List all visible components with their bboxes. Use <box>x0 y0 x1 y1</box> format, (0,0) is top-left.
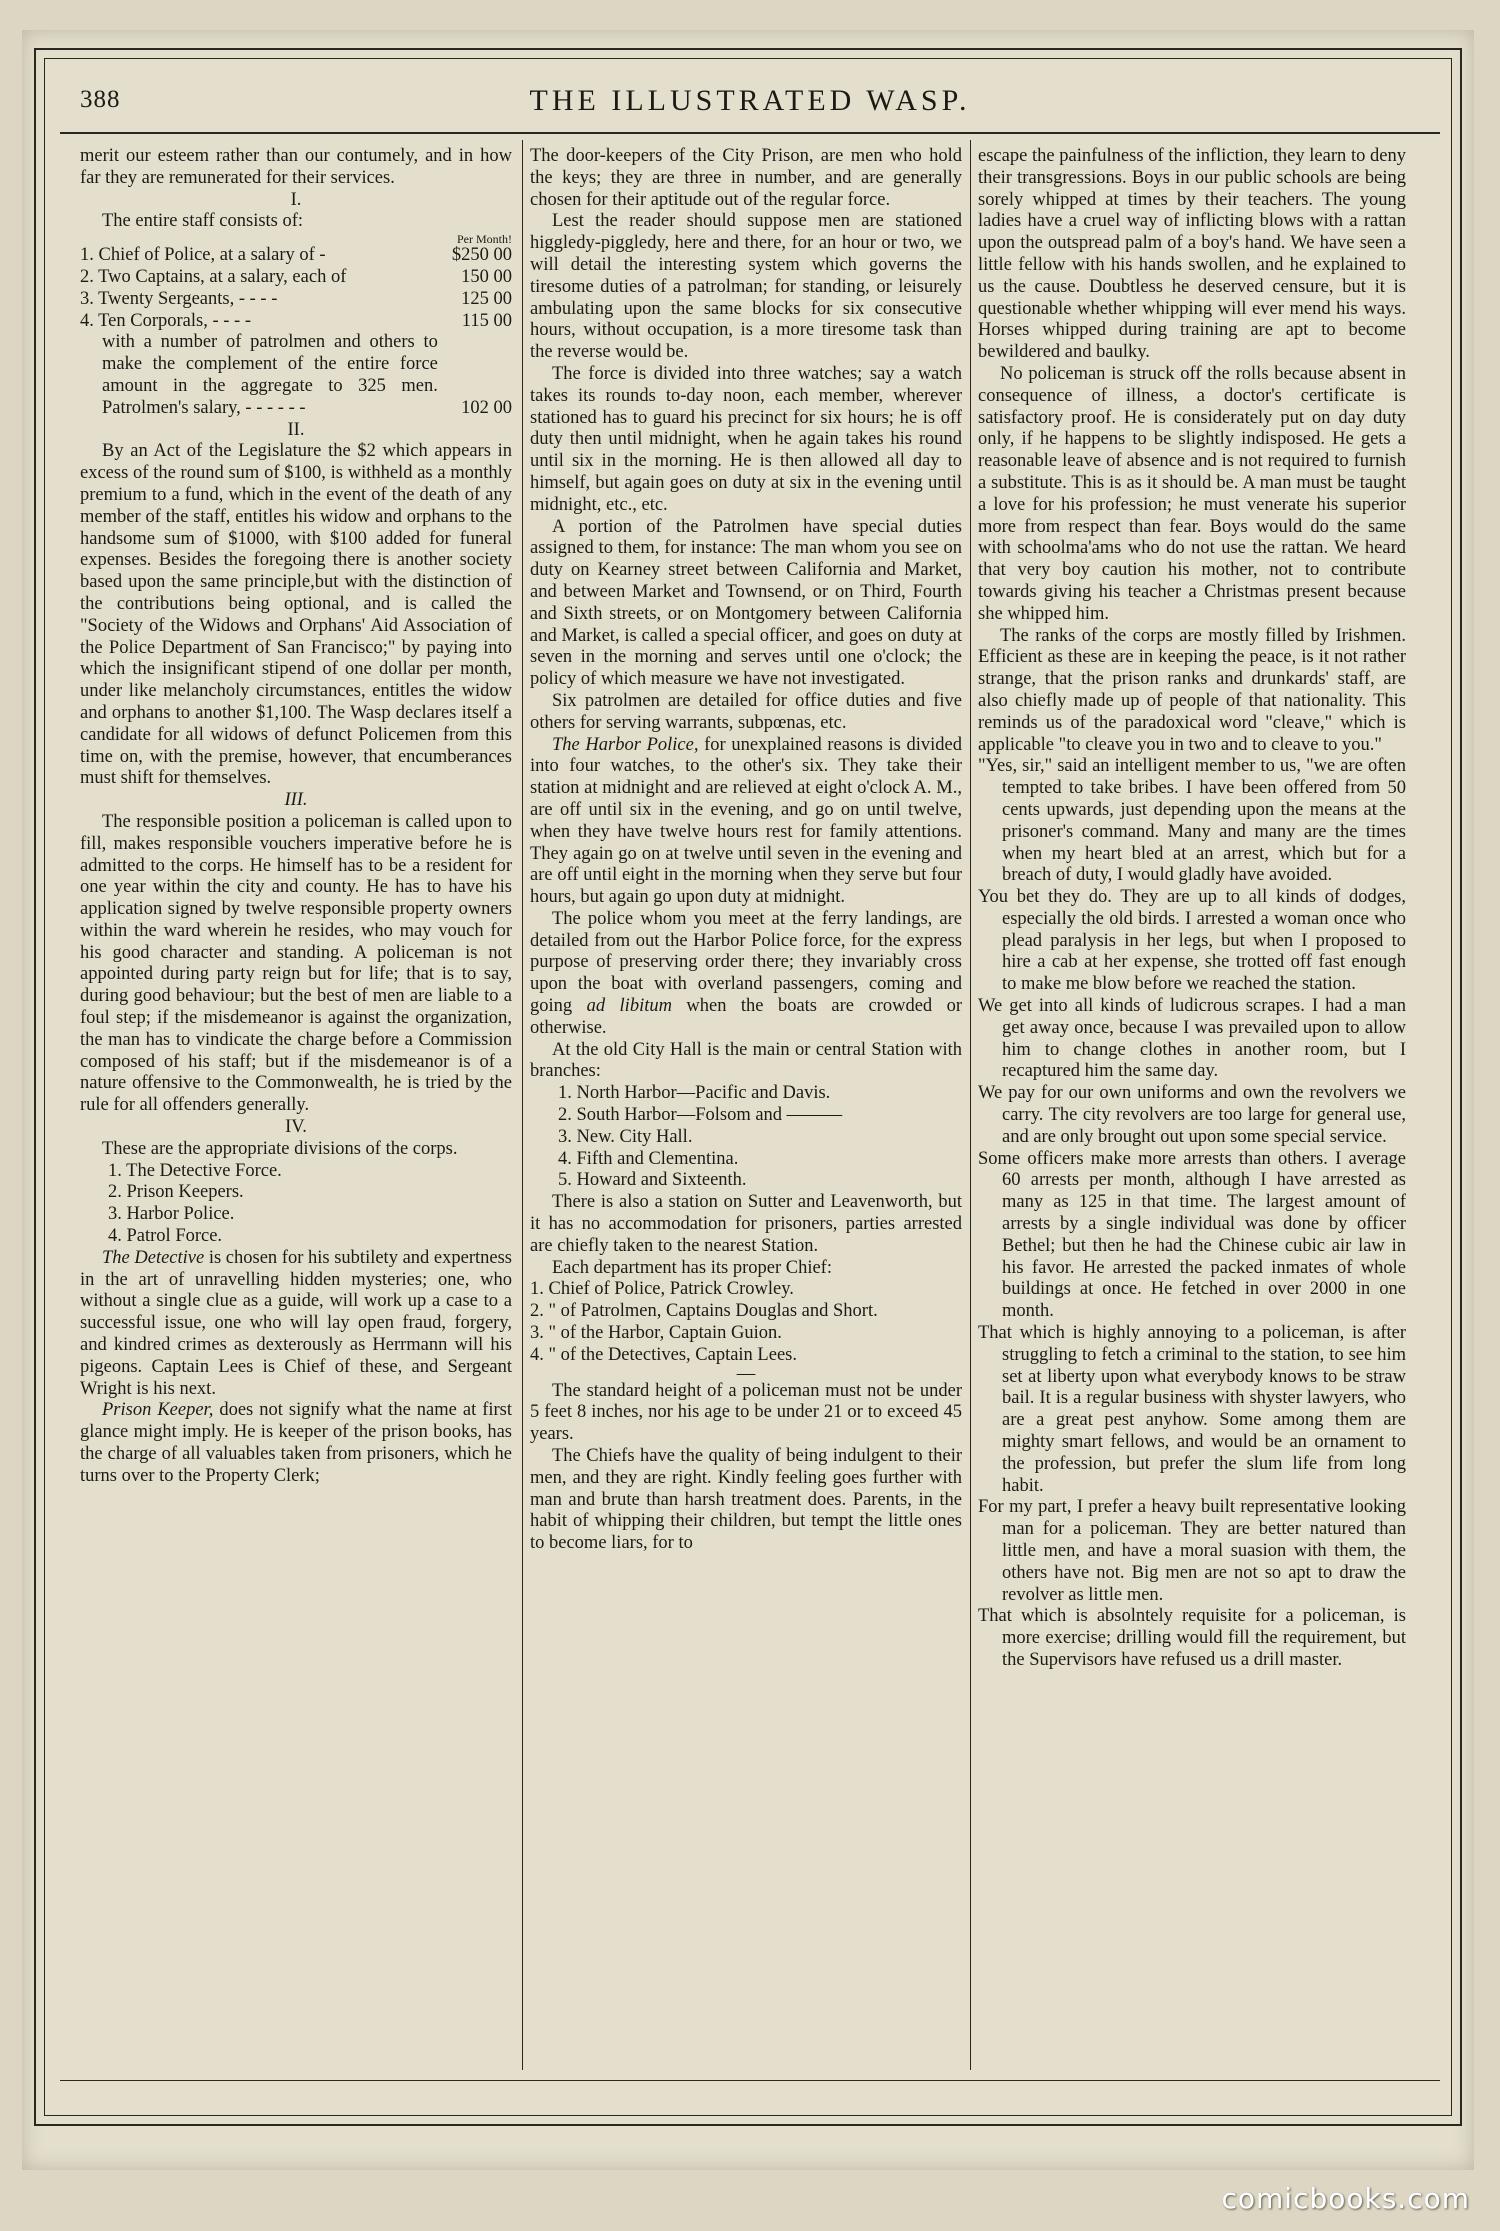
paragraph: The standard height of a policeman must not be under 5 feet 8 inches, nor his age to be under 21 or to exceed 45 years. <box>530 1380 962 1445</box>
quote-paragraph: "Yes, sir," said an intelligent member to us, "we are often tempted to take bribes. I have been offered from 50 cents upwards, just depending upon the means at the prisoner's command. Many and many are the times when my heart bled at an arrest, which but for a breach of duty, I would gladly have avoided. <box>978 756 1406 886</box>
paragraph: The force is divided into three watches; say a watch takes its rounds to-day noon, each member, wherever stationed has to guard his precinct for six hours; he is off duty then until midnight, when he again takes his round until six in the morning. He is then allowed all day to himself, but again goes on duty at six in the evening until midnight, etc., etc. <box>530 363 962 515</box>
list-item: 3. " of the Harbor, Captain Guion. <box>530 1323 782 1344</box>
list-item: 2. Prison Keepers. <box>108 1182 244 1203</box>
paragraph: merit our esteem rather than our contumely, and in how far they are remunerated for their services. <box>80 146 512 188</box>
list-item: 5. Howard and Sixteenth. <box>558 1170 747 1191</box>
section-numeral: I. <box>290 189 302 210</box>
article-column-3 <box>978 146 1406 2076</box>
header-rule <box>60 132 1440 134</box>
paragraph: Each department has its proper Chief: <box>552 1257 832 1278</box>
page-number: 388 <box>80 86 121 113</box>
quote-paragraph: We get into all kinds of ludicrous scrapes. I had a man get away once, because I was prevailed upon to allow him to change clothes in another room, but I recaptured him the same day. <box>978 996 1406 1082</box>
paragraph: A portion of the Patrolmen have special duties assigned to them, for instance: The man whom you see on duty on Kearney street between California and Market, and between Market and Townsend, or on Third, Fourth and Sixth streets, or on Montgomery between California and Market, is called a special officer, and goes on duty at seven in the morning and serves until one o'clock; the policy of which measure we have not investigated. <box>530 516 962 690</box>
column-divider-1 <box>522 140 523 2070</box>
masthead-title: THE ILLUSTRATED WASP. <box>529 84 971 117</box>
section-numeral: III. <box>284 790 308 811</box>
table-row: 1. Chief of Police, at a salary of - $250 00 <box>80 245 512 266</box>
column-divider-2 <box>970 140 971 2070</box>
paragraph: By an Act of the Legislature the $2 which appears in excess of the round sum of $100, is withheld as a monthly premium to a fund, which in the event of the death of any member of the staff, entitles his widow and orphans to the handsome sum of $1000, with $100 added for funeral expenses. Besides the foregoing there is another society based upon the same principle,but with the distinction of the contributions being optional, and is called the "Society of the Widows and Orphans' Aid Association of the Police Department of San Francisco;" by paying into which the insignificant stipend of one dollar per month, under like melancholy circumstances, entitles the widow and orphans to another $1,100. The Wasp declares itself a candidate for all widows of defunct Policemen from this time on, with the premise, however, that encumberances must shift for themselves. <box>80 441 512 789</box>
quote-paragraph: For my part, I prefer a heavy built representative looking man for a policeman. They are better natured than little men, and have a moral suasion with them, the others have not. Big men are not so apt to draw the revolver as little men. <box>978 1497 1406 1605</box>
list-item: 3. New. City Hall. <box>558 1126 693 1147</box>
quote-paragraph: Some officers make more arrests than others. I average 60 arrests per month, although I have arrested as many as 125 in that time. The largest amount of arrests by a single individual was done by officer Bethel; but then he had the Chinese cubic air law in his favor. He arrested the packed inmates of whole buildings at once. He fetched in over 2000 in one month. <box>978 1148 1406 1322</box>
section-numeral: II. <box>287 419 305 440</box>
chiefs-list <box>530 1279 962 1366</box>
list-item: 4. Patrol Force. <box>108 1226 223 1247</box>
paragraph: There is also a station on Sutter and Leavenworth, but it has no accommodation for prisoners, parties arrested are chiefly taken to the nearest Station. <box>530 1192 962 1256</box>
list-item: 2. South Harbor—Folsom and ——— <box>558 1105 843 1126</box>
section-numeral: IV. <box>285 1117 307 1138</box>
paragraph: The entire staff consists of: <box>102 211 304 232</box>
divisions-list <box>80 1161 512 1248</box>
quote-paragraph: We pay for our own uniforms and own the revolvers we carry. The city revolvers are too large for general use, and are only brought out upon some special service. <box>978 1083 1406 1147</box>
list-item: 4. Fifth and Clementina. <box>558 1148 739 1169</box>
footer-rule <box>60 2080 1440 2081</box>
paragraph: The Harbor Police, for unexplained reasons is divided into four watches, to the other's six. They take their station at midnight and are relieved at eight o'clock A. M., are off until six in the evening, and go on until twelve, when they have twelve hours rest for family attentions. They again go on at twelve until seven in the evening and are off until eight in the morning when they serve but four hours, but again go upon duty at midnight. <box>530 734 962 908</box>
quote-paragraph: That which is highly annoying to a policeman, is after struggling to fetch a criminal to the station, to see him set at liberty upon what everybody knows to be straw bail. It is a regular business with shyster lawyers, who are a great pest anyhow. Some among them are mighty smart fellows, and would be an ornament to the profession, but prefer the slum life from long habit. <box>978 1323 1406 1496</box>
list-item: 1. North Harbor—Pacific and Davis. <box>558 1083 831 1104</box>
stations-list <box>530 1083 962 1192</box>
paragraph: Six patrolmen are detailed for office duties and five others for serving warrants, subpœnas, etc. <box>530 690 962 733</box>
list-item: 1. The Detective Force. <box>108 1160 282 1181</box>
quote-paragraph: That which is absolntely requisite for a policeman, is more exercise; drilling would fill the requirement, but the Supervisors have refused us a drill master. <box>978 1606 1406 1670</box>
paragraph: Lest the reader should suppose men are stationed higgledy-piggledy, here and there, for an hour or two, we will detail the interesting system which governs the tiresome duties of a patrolman; for standing, or leisurely ambulating upon the same blocks for six consecutive hours, without occupation, is a more tiresome task than the reverse would be. <box>530 211 962 363</box>
article-column-1 <box>80 146 512 2076</box>
watermark-text: comicbooks.com <box>1221 2182 1470 2215</box>
table-row: with a number of patrolmen and others to make the complement of the entire force amount in the aggregate to 325 men. Patrolmen's salary, - - - - - - 102 00 <box>102 332 512 418</box>
paragraph: The door-keepers of the City Prison, are men who hold the keys; they are three in number, and are generally chosen for their aptitude out of the regular force. <box>530 146 962 210</box>
staff-salary-table <box>80 233 512 419</box>
paragraph: The Detective is chosen for his subtilety and expertness in the art of unravelling hidden mysteries; one, who without a single clue as a guide, will work up a case to a successful issue, one who will lay open fraud, forgery, and kindred crimes as dexterously as Herrmann will his pigeons. Captain Lees is Chief of these, and Sergeant Wright is his next. <box>80 1247 512 1399</box>
section-divider-dash: — <box>736 1363 756 1384</box>
table-row: 3. Twenty Sergeants, - - - - 125 00 <box>80 288 512 309</box>
article-column-2 <box>530 146 962 2076</box>
paragraph: The Chiefs have the quality of being indulgent to their men, and they are right. Kindly feeling goes further with man and brute than harsh treatment does. Parents, in the habit of whipping their children, but tempt the little ones to become liars, for to <box>530 1446 962 1554</box>
list-item: 4. " of the Detectives, Captain Lees. <box>530 1344 797 1365</box>
paragraph: No policeman is struck off the rolls because absent in consequence of illness, a doctor's certificate is satisfactory proof. He is considerately put on day duty only, if he happens to be slightly indisposed. He gets a reasonable leave of absence and is not required to furnish a substitute. This is as it should be. A man must be taught a love for his profession; he must venerate his superior more from respect than fear. Boys would do the same with schoolma'ams who do not use the rattan. We heard that very boy caution his mother, not to contribute towards giving his teacher a Christmas present because she whipped him. <box>978 363 1406 624</box>
paragraph: The ranks of the corps are mostly filled by Irishmen. Efficient as these are in keeping the peace, is it not rather strange, that the prison ranks and drunkards' staff, are also chiefly made up of people of that nationality. This reminds us of the paradoxical word "cleave," which is applicable "to cleave you in two and to cleave to you." <box>978 625 1406 755</box>
page-header <box>60 84 1440 124</box>
paragraph: escape the painfulness of the infliction, they learn to deny their transgressions. Boys in our public schools are being sorely whipped at times by their teachers. The young ladies have a cruel way of inflicting blows with a rattan upon the outspread palm of a boy's hand. We have seen a little fellow with his hands swollen, and he explained to us the cause. Doubtless he deserved censure, but it is questionable whether whipping will ever mend his ways. Horses whipped during training are apt to become bewildered and baulky. <box>978 146 1406 363</box>
paragraph: Prison Keeper, does not signify what the name at first glance might imply. He is keeper of the prison books, has the charge of all valuables taken from prisoners, which he turns over to the Property Clerk; <box>80 1400 512 1486</box>
paragraph: At the old City Hall is the main or central Station with branches: <box>530 1039 962 1082</box>
list-item: 3. Harbor Police. <box>108 1204 235 1225</box>
table-row: 4. Ten Corporals, - - - - 115 00 <box>80 310 512 331</box>
list-item: 2. " of Patrolmen, Captains Douglas and Short. <box>530 1301 878 1322</box>
list-item: 1. Chief of Police, Patrick Crowley. <box>530 1279 794 1300</box>
quote-paragraph: You bet they do. They are up to all kinds of dodges, especially the old birds. I arrested a woman once who plead paralysis in her legs, but when I proposed to hire a cab at her expense, she trotted off fast enough to make me blow before we reached the station. <box>978 887 1406 995</box>
table-row: 2. Two Captains, at a salary, each of 150 00 <box>80 266 512 287</box>
per-month-heading: Per Month! <box>457 232 512 247</box>
paragraph: The police whom you meet at the ferry landings, are detailed from out the Harbor Police force, for the express purpose of preserving order there; they invariably cross upon the boat with overland passengers, coming and going ad libitum when the boats are crowded or otherwise. <box>530 908 962 1038</box>
paragraph: The responsible position a policeman is called upon to fill, makes responsible vouchers imperative before he is admitted to the corps. He himself has to be a resident for one year within the city and county. He has to have his application signed by twelve responsible property owners within the ward wherein he resides, who may vouch for his good character and standing. A policeman is not appointed during party reign but for life; that is to say, during good behaviour; but the best of men are liable to a foul step; if the misdemeanor is against the organization, the man has to vindicate the charge before a Commission composed of his staff; but if the misdemeanor is of a nature offensive to the Commonwealth, he is tried by the rule for all offenders generally. <box>80 811 512 1116</box>
paragraph: These are the appropriate divisions of the corps. <box>102 1138 458 1159</box>
